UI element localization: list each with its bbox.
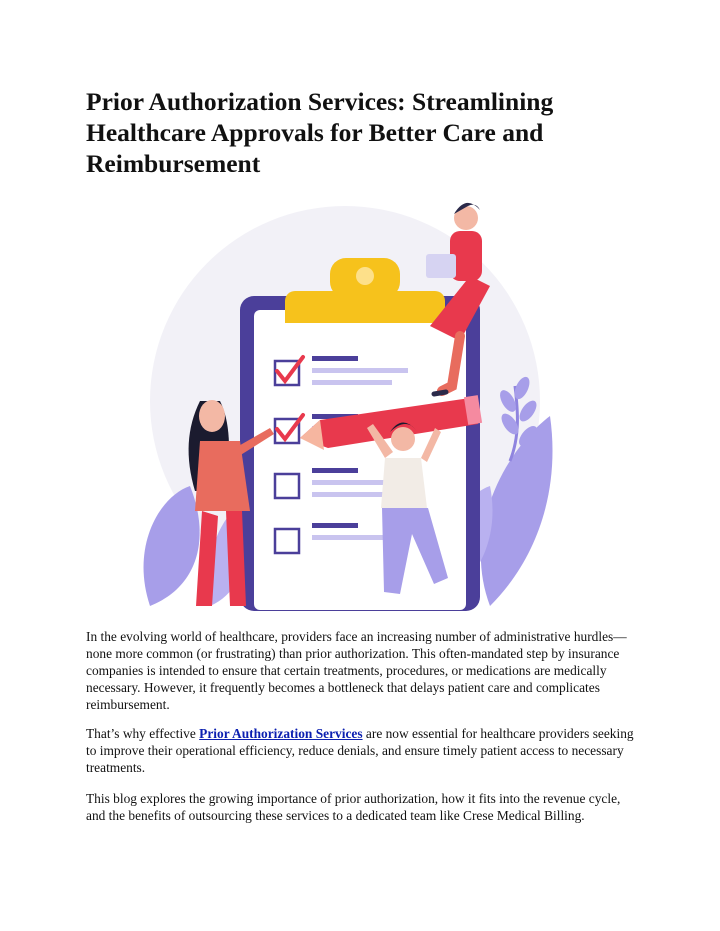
article-title: Prior Authorization Services: Streamlining Healthcare Approvals for Better Care and Reimbursement <box>86 87 554 178</box>
prior-authorization-services-link[interactable]: Prior Authorization Services <box>199 726 363 741</box>
intro-paragraph: In the evolving world of healthcare, providers face an increasing number of administrative hurdles—none more common (or frustrating) than prior authorization. This often-mandated step by insurance companies is intended to ensure that certain treatments, procedures, or medications are medically necessary. However, it frequently becomes a bottleneck that delays patient care and complicates reimbursement. <box>86 629 627 712</box>
services-paragraph-rest: are now essential for healthcare providers seeking to improve their operational efficiency, reduce denials, and ensure timely patient access to necessary treatments. <box>86 726 634 775</box>
services-paragraph <box>86 725 641 776</box>
blog-overview-paragraph: This blog explores the growing importance of prior authorization, how it fits into the revenue cycle, and the benefits of outsourcing these services to a dedicated team like Crese Medical Billing. <box>86 791 621 823</box>
services-paragraph-lead: That’s why effective <box>86 726 200 741</box>
checklist-illustration <box>130 196 570 612</box>
